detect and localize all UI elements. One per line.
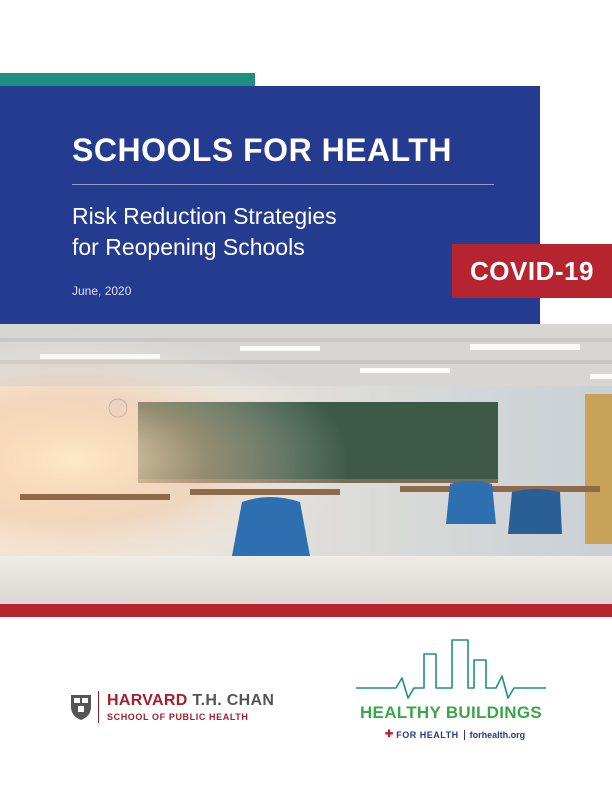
harvard-shield-icon	[70, 693, 92, 721]
publication-date: June, 2020	[72, 284, 132, 298]
document-title: SCHOOLS FOR HEALTH	[72, 132, 452, 168]
for-health-label: FOR HEALTH	[396, 729, 459, 740]
red-accent-stripe	[0, 604, 612, 617]
classroom-photo	[0, 324, 612, 607]
harvard-school: SCHOOL OF PUBLIC HEALTH	[107, 712, 249, 722]
subtitle-line-2: for Reopening Schools	[72, 234, 305, 260]
red-cross-icon: ✚	[384, 729, 394, 740]
harvard-divider	[98, 691, 99, 723]
forhealth-url: forhealth.org	[469, 729, 526, 740]
document-subtitle	[72, 201, 337, 263]
subtitle-line-1: Risk Reduction Strategies	[72, 203, 337, 229]
subtitle-divider	[464, 730, 465, 740]
healthy-buildings-title: HEALTHY BUILDINGS	[359, 703, 543, 722]
healthy-buildings-subtitle-row	[370, 729, 540, 740]
harvard-name: HARVARD	[107, 692, 188, 709]
title-divider	[72, 184, 494, 185]
covid-badge: COVID-19	[452, 244, 612, 298]
skyline-heartbeat-icon	[356, 636, 546, 700]
harvard-wordmark	[107, 692, 274, 722]
harvard-name-suffix: T.H. CHAN	[192, 692, 275, 709]
harvard-logo	[70, 690, 274, 724]
